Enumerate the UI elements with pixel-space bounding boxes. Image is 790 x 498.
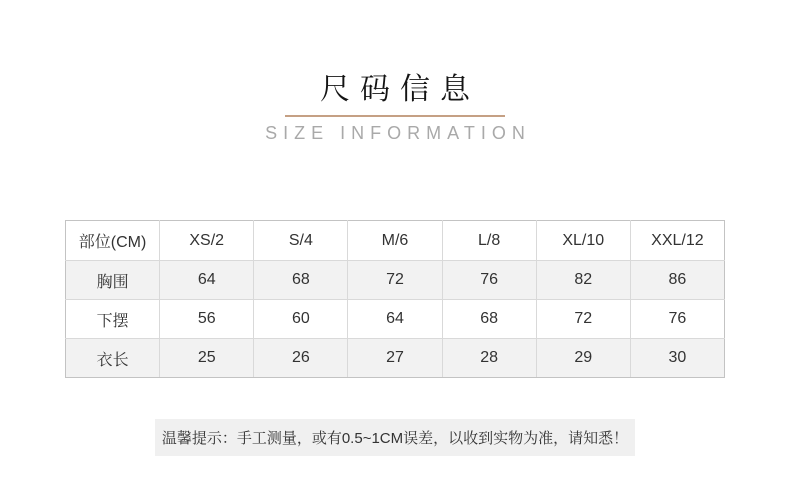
size-chart-table [65,220,725,378]
cell-value: 64 [160,261,254,300]
cell-value: 30 [630,339,724,378]
column-header-m: M/6 [348,221,442,261]
section-header [0,72,790,145]
row-label-length: 衣长 [66,339,160,378]
cell-value: 25 [160,339,254,378]
page-subtitle: SIZE INFORMATION [265,123,531,143]
column-header-l: L/8 [442,221,536,261]
cell-value: 76 [630,300,724,339]
column-header-s: S/4 [254,221,348,261]
page-title: 尺码信息 [320,73,480,106]
cell-value: 68 [254,261,348,300]
table-row-hem [66,300,725,339]
cell-value: 64 [348,300,442,339]
cell-value: 26 [254,339,348,378]
table-row-length [66,339,725,378]
column-header-xxl: XXL/12 [630,221,724,261]
cell-value: 82 [536,261,630,300]
row-label-hem: 下摆 [66,300,160,339]
cell-value: 86 [630,261,724,300]
cell-value: 29 [536,339,630,378]
cell-value: 28 [442,339,536,378]
reminder-note [155,419,635,456]
title-underline-divider [285,115,505,117]
column-header-xs: XS/2 [160,221,254,261]
cell-value: 72 [536,300,630,339]
table-header-row [66,221,725,261]
row-label-chest: 胸围 [66,261,160,300]
cell-value: 76 [442,261,536,300]
column-header-xl: XL/10 [536,221,630,261]
cell-value: 56 [160,300,254,339]
cell-value: 60 [254,300,348,339]
table-row-chest [66,261,725,300]
cell-value: 72 [348,261,442,300]
cell-value: 27 [348,339,442,378]
reminder-note-text: 温馨提示：手工测量，或有0.5~1CM误差，以收到实物为准，请知悉！ [161,430,629,447]
cell-value: 68 [442,300,536,339]
column-header-part: 部位(CM) [66,221,160,261]
